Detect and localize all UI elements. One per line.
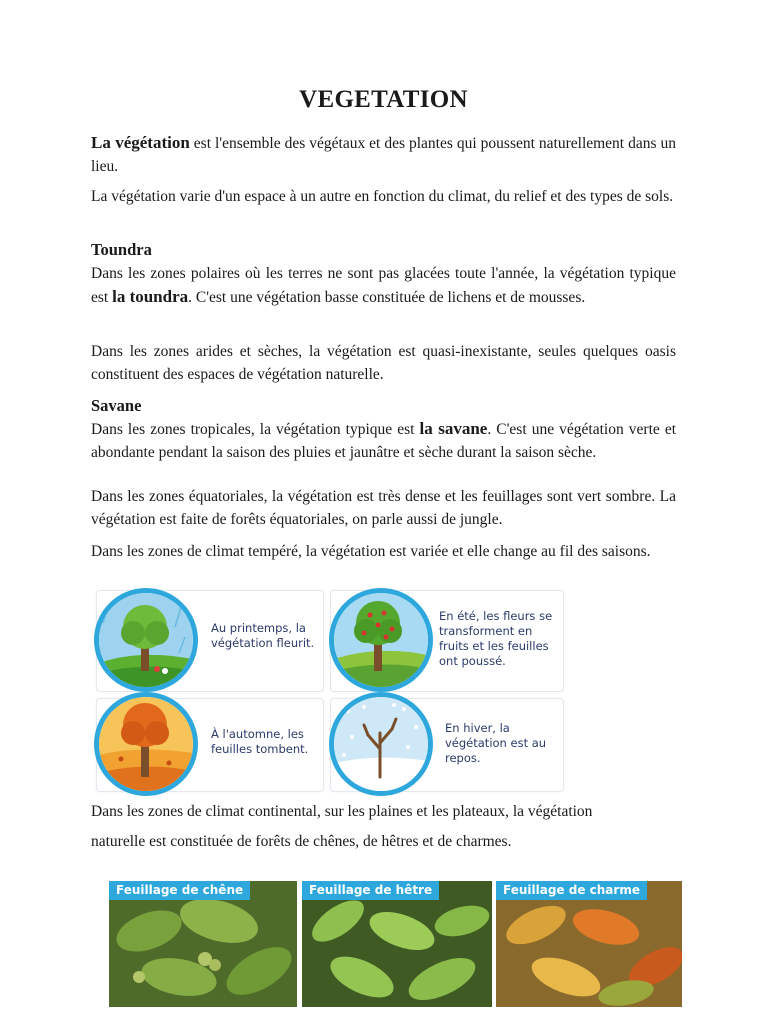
photo-chene-label: Feuillage de chêne: [109, 881, 250, 900]
winter-tree-icon: [334, 697, 428, 791]
autumn-text: À l'automne, les feuilles tombent.: [211, 727, 309, 756]
spring-illustration: [94, 588, 198, 692]
variation-paragraph: La végétation varie d'un espace à un autre en fonction du climat, du relief et des types de sols.: [91, 188, 674, 205]
intro-paragraph: [91, 131, 676, 178]
photo-charme: [496, 881, 682, 1007]
page-title: VEGETATION: [299, 86, 468, 113]
summer-tree-icon: [334, 593, 428, 687]
winter-text: En hiver, la végétation est au repos.: [445, 721, 547, 765]
intro-text: est l'ensemble des végétaux et des plantes qui poussent naturellement dans un lieu.: [91, 135, 676, 175]
savane-paragraph: [91, 417, 676, 464]
tempere-paragraph: Dans les zones de climat tempéré, la végétation est variée et elle change au fil des saisons.: [91, 543, 651, 560]
autumn-illustration: [94, 692, 198, 796]
continental-line-1: Dans les zones de climat continental, sur les plaines et les plateaux, la végétation: [91, 803, 593, 820]
savane-heading: Savane: [91, 396, 142, 415]
toundra-bold: la toundra: [112, 287, 189, 306]
equatorial-paragraph: Dans les zones équatoriales, la végétation est très dense et les feuillages sont vert sombre. La végétation est faite de forêts équatoriales, on parle aussi de jungle.: [91, 488, 676, 528]
continental-line-2: naturelle est constituée de forêts de chênes, de hêtres et de charmes.: [91, 833, 512, 850]
arid-paragraph: Dans les zones arides et sèches, la végétation est quasi-inexistante, seules quelques oasis constituent des espaces de végétation naturelle.: [91, 343, 676, 383]
savane-text-before: Dans les zones tropicales, la végétation typique est: [91, 421, 420, 438]
summer-illustration: [329, 588, 433, 692]
photo-charme-label: Feuillage de charme: [496, 881, 647, 900]
winter-illustration: [329, 692, 433, 796]
savane-bold: la savane: [419, 419, 488, 438]
savane-text-after: . C'est une végétation verte et abondante pendant la saison des pluies et jaunâtre et sèche durant la saison sèche.: [91, 421, 677, 461]
photo-hetre-label: Feuillage de hêtre: [302, 881, 439, 900]
summer-text: En été, les fleurs se transforment en fruits et les feuilles ont poussé.: [439, 609, 553, 668]
spring-tree-icon: [99, 593, 193, 687]
toundra-text-before: Dans les zones polaires où les terres ne sont pas glacées toute l'année, la végétation typique est: [91, 265, 676, 306]
autumn-tree-icon: [99, 697, 193, 791]
photo-hetre: [302, 881, 492, 1007]
toundra-paragraph: [91, 262, 676, 309]
spring-text: Au printemps, la végétation fleurit.: [211, 621, 315, 650]
toundra-text-after: . C'est une végétation basse constituée de lichens et de mousses.: [188, 289, 586, 306]
intro-bold: La végétation: [91, 133, 190, 152]
photo-chene: [109, 881, 297, 1007]
toundra-heading: Toundra: [91, 240, 152, 259]
